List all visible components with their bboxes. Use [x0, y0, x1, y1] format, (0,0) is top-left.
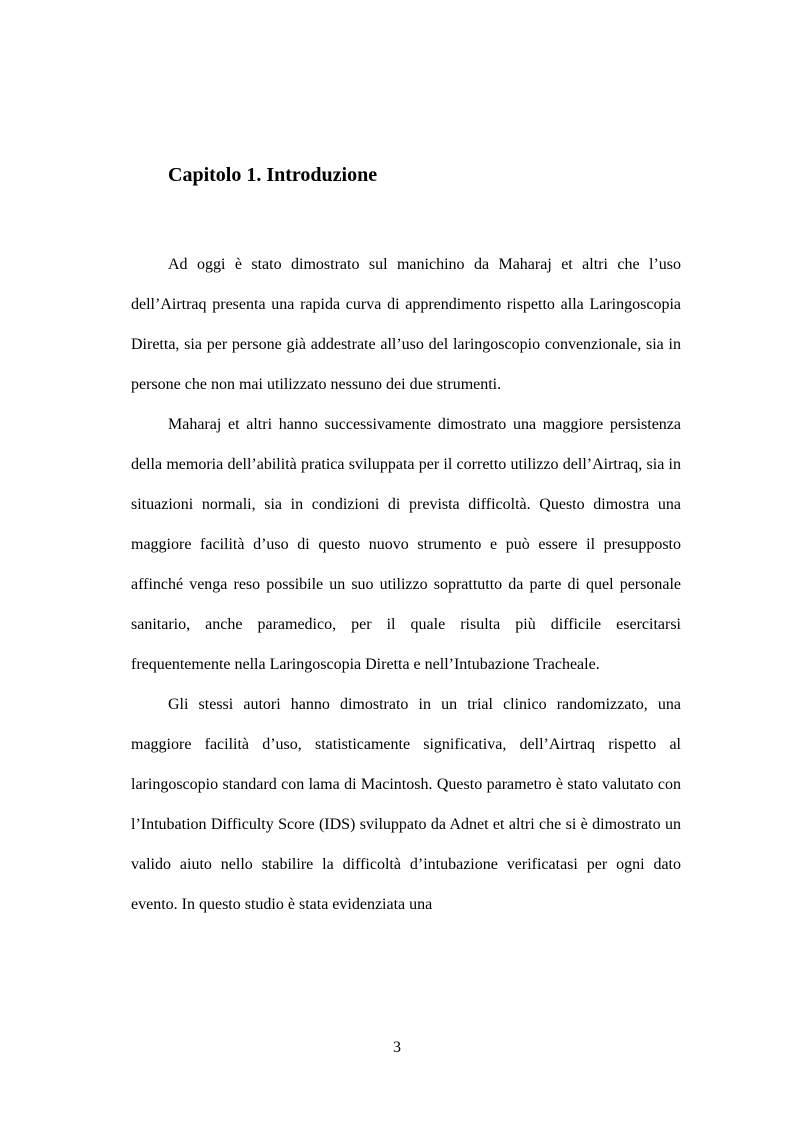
paragraph: Gli stessi autori hanno dimostrato in un trial clinico randomizzato, una maggiore facilità d’uso, statisticamente significativa, dell’Airtraq rispetto al laringoscopio standard con lama di Macintosh. Questo parametro è stato valutato con l’Intubation Difficulty Score (IDS) sviluppato da Adnet et altri che si è dimostrato un valido aiuto nello stabilire la difficoltà d’intubazione verificatasi per ogni dato evento. In questo studio è stata evidenziata una — [131, 696, 681, 913]
paragraph: Ad oggi è stato dimostrato sul manichino da Maharaj et altri che l’uso dell’Airtraq presenta una rapida curva di apprendimento rispetto alla Laringoscopia Diretta, sia per persone già addestrate all’uso del laringoscopio convenzionale, sia in persone che non mai utilizzato nessuno dei due strumenti. — [131, 256, 681, 393]
page-number: 3 — [393, 1039, 401, 1056]
chapter-title: Capitolo 1. Introduzione — [168, 164, 378, 186]
body-text — [131, 245, 681, 925]
paragraph: Maharaj et altri hanno successivamente dimostrato una maggiore persistenza della memoria dell’abilità pratica sviluppata per il corretto utilizzo dell’Airtraq, sia in situazioni normali, sia in condizioni di prevista difficoltà. Questo dimostra una maggiore facilità d’uso di questo nuovo strumento e può essere il presupposto affinché venga reso possibile un suo utilizzo soprattutto da parte di quel personale sanitario, anche paramedico, per il quale risulta più difficile esercitarsi frequentemente nella Laringoscopia Diretta e nell’Intubazione Tracheale. — [131, 416, 681, 673]
